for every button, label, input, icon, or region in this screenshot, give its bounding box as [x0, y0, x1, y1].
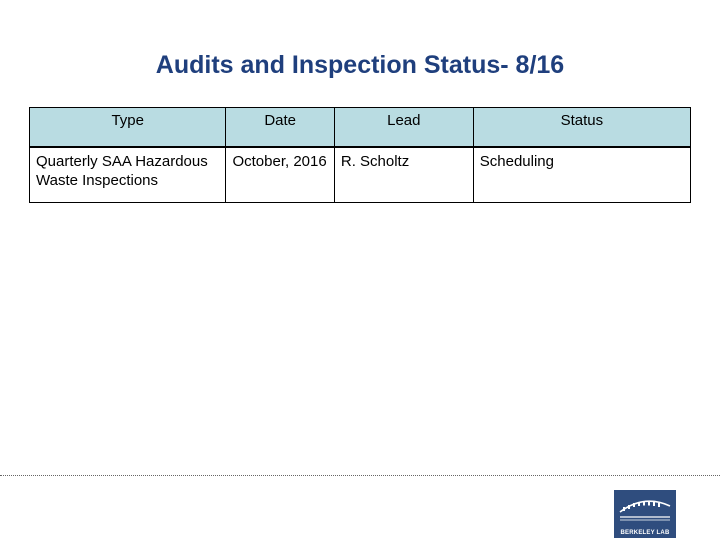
header-type: Type — [30, 108, 226, 148]
header-status: Status — [473, 108, 690, 148]
cell-lead: R. Scholtz — [334, 147, 473, 203]
table-row — [30, 147, 691, 203]
cell-type: Quarterly SAA Hazardous Waste Inspections — [30, 147, 226, 203]
cell-status: Scheduling — [473, 147, 690, 203]
berkeley-lab-emblem-icon — [614, 490, 676, 530]
table-header-row — [30, 108, 691, 148]
audit-status-table — [29, 107, 691, 203]
header-lead: Lead — [334, 108, 473, 148]
footer-divider — [0, 475, 720, 476]
berkeley-lab-logo — [614, 490, 676, 538]
header-date: Date — [226, 108, 334, 148]
logo-wordmark: BERKELEY LAB — [620, 530, 670, 536]
slide-title: Audits and Inspection Status- 8/16 — [155, 51, 565, 79]
cell-date: October, 2016 — [226, 147, 334, 203]
